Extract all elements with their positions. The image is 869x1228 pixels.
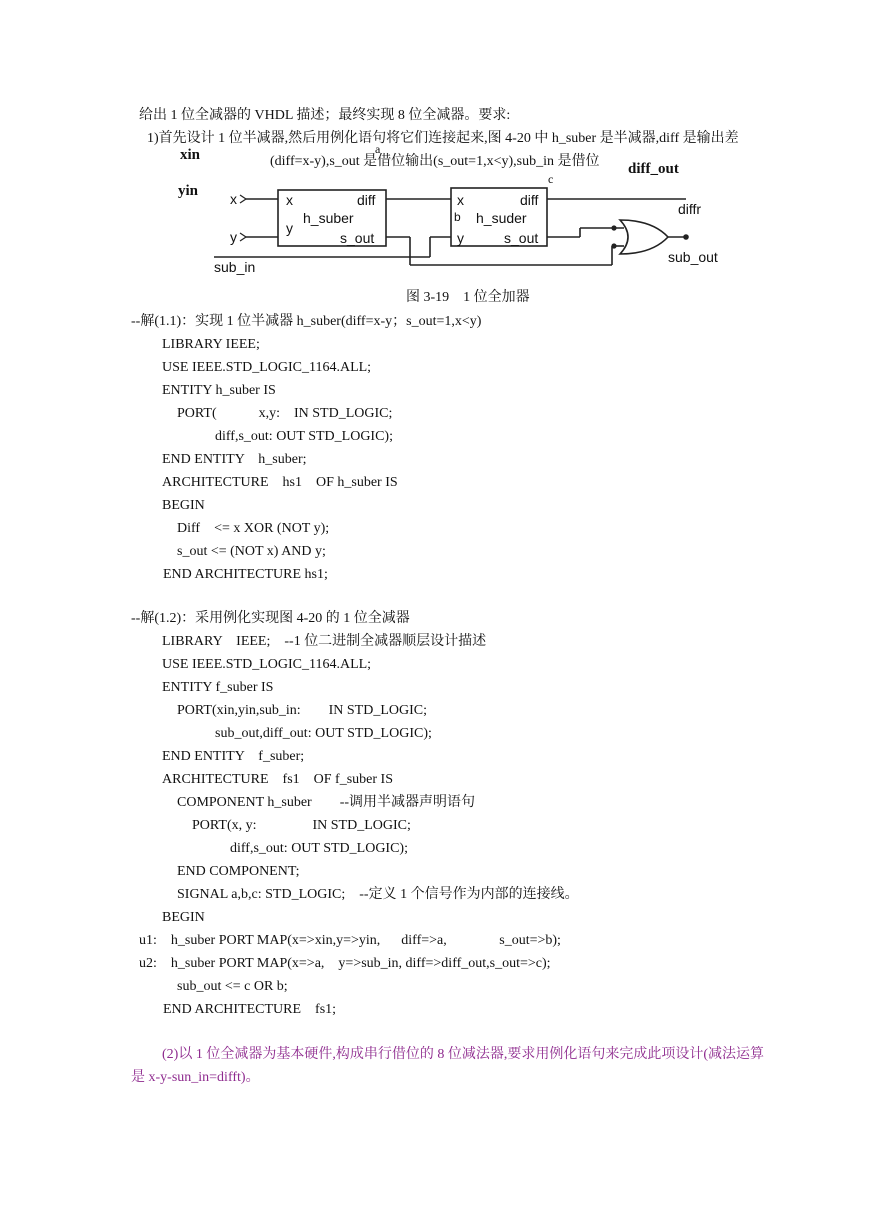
- code1-line: END ENTITY h_suber;: [162, 452, 307, 467]
- code2-line: sub_out <= c OR b;: [177, 979, 288, 994]
- code2-line: PORT(x, y: IN STD_LOGIC;: [192, 818, 411, 833]
- block1-port-x: x: [286, 192, 293, 208]
- block1-port-y: y: [286, 220, 293, 236]
- block2-port-x: x: [457, 192, 464, 208]
- output-sub-out-label: sub_out: [668, 249, 718, 265]
- code1-line: LIBRARY IEEE;: [162, 337, 260, 352]
- code2-line: PORT(xin,yin,sub_in: IN STD_LOGIC;: [177, 703, 427, 718]
- label-diff-out: diff_out: [628, 161, 679, 177]
- requirement-1: 1)首先设计 1 位半减器,然后用例化语句将它们连接起来,图 4-20 中 h_suber 是半减器,diff 是输出差: [147, 131, 739, 146]
- code1-line: diff,s_out: OUT STD_LOGIC);: [215, 429, 393, 444]
- block2-title: h_suder: [476, 210, 527, 226]
- task2-line-1: (2)以 1 位全减器为基本硬件,构成串行借位的 8 位减法器,要求用例化语句来完成此项设计(减法运算: [162, 1047, 764, 1062]
- label-xin: xin: [180, 147, 201, 163]
- code2-line: ENTITY f_suber IS: [162, 680, 274, 695]
- label-yin: yin: [178, 183, 199, 199]
- code2-line: ARCHITECTURE fs1 OF f_suber IS: [162, 772, 393, 787]
- code1-line: s_out <= (NOT x) AND y;: [177, 544, 326, 559]
- label-c: c: [548, 172, 554, 186]
- code1-line: BEGIN: [162, 498, 205, 513]
- code2-line: LIBRARY IEEE; --1 位二进制全减器顺层设计描述: [162, 634, 487, 649]
- task2-line-2: 是 x-y-sun_in=difft)。: [131, 1070, 260, 1085]
- code2-line: USE IEEE.STD_LOGIC_1164.ALL;: [162, 657, 372, 672]
- block2-port-sout: s_out: [504, 230, 539, 246]
- code1-line: ARCHITECTURE hs1 OF h_suber IS: [162, 475, 398, 490]
- figure-caption: 图 3-19 1 位全加器: [406, 290, 530, 305]
- label-b: b: [454, 210, 461, 224]
- code1-heading: --解(1.1)：实现 1 位半减器 h_suber(diff=x-y；s_out=1,x<y): [131, 314, 482, 329]
- code1-line: END ARCHITECTURE hs1;: [163, 567, 328, 582]
- or-gate: [620, 220, 668, 254]
- code2-heading: --解(1.2)：采用例化实现图 4-20 的 1 位全减器: [131, 611, 410, 626]
- code2-line: COMPONENT h_suber --调用半减器声明语句: [177, 795, 476, 810]
- code1-line: ENTITY h_suber IS: [162, 383, 276, 398]
- input-x-label: x: [230, 191, 237, 207]
- block1-port-diff: diff: [357, 192, 376, 208]
- code2-line: sub_out,diff_out: OUT STD_LOGIC);: [215, 726, 432, 741]
- requirement-1-continued: (diff=x-y),s_out 是借位输出(s_out=1,x<y),sub_in 是借位: [270, 154, 600, 169]
- code2-line: END ARCHITECTURE fs1;: [163, 1002, 337, 1017]
- block2-port-diff: diff: [520, 192, 539, 208]
- code2-line: END COMPONENT;: [177, 864, 300, 879]
- intro-text: 给出 1 位全减器的 VHDL 描述；最终实现 8 位全减器。要求:: [139, 108, 511, 123]
- code2-line: u2: h_suber PORT MAP(x=>a, y=>sub_in, diff=>diff_out,s_out=>c);: [139, 956, 551, 971]
- code2-line: END ENTITY f_suber;: [162, 749, 305, 764]
- output-diffr-label: diffr: [678, 201, 702, 217]
- code1-line: USE IEEE.STD_LOGIC_1164.ALL;: [162, 360, 372, 375]
- label-a: a: [375, 142, 381, 156]
- code2-line: BEGIN: [162, 910, 205, 925]
- code1-line: Diff <= x XOR (NOT y);: [177, 521, 330, 536]
- code2-line: diff,s_out: OUT STD_LOGIC);: [230, 841, 408, 856]
- circuit-diagram: [0, 0, 869, 300]
- code2-line: SIGNAL a,b,c: STD_LOGIC; --定义 1 个信号作为内部的连接线。: [177, 887, 579, 902]
- block1-port-sout: s_out: [340, 230, 375, 246]
- code2-line: u1: h_suber PORT MAP(x=>xin,y=>yin, diff=>a, s_out=>b);: [139, 933, 561, 948]
- block2-port-y: y: [457, 230, 464, 246]
- input-y-label: y: [230, 229, 237, 245]
- code1-line: PORT( x,y: IN STD_LOGIC;: [177, 406, 393, 421]
- block1-title: h_suber: [303, 210, 354, 226]
- sub-in-label: sub_in: [214, 259, 256, 275]
